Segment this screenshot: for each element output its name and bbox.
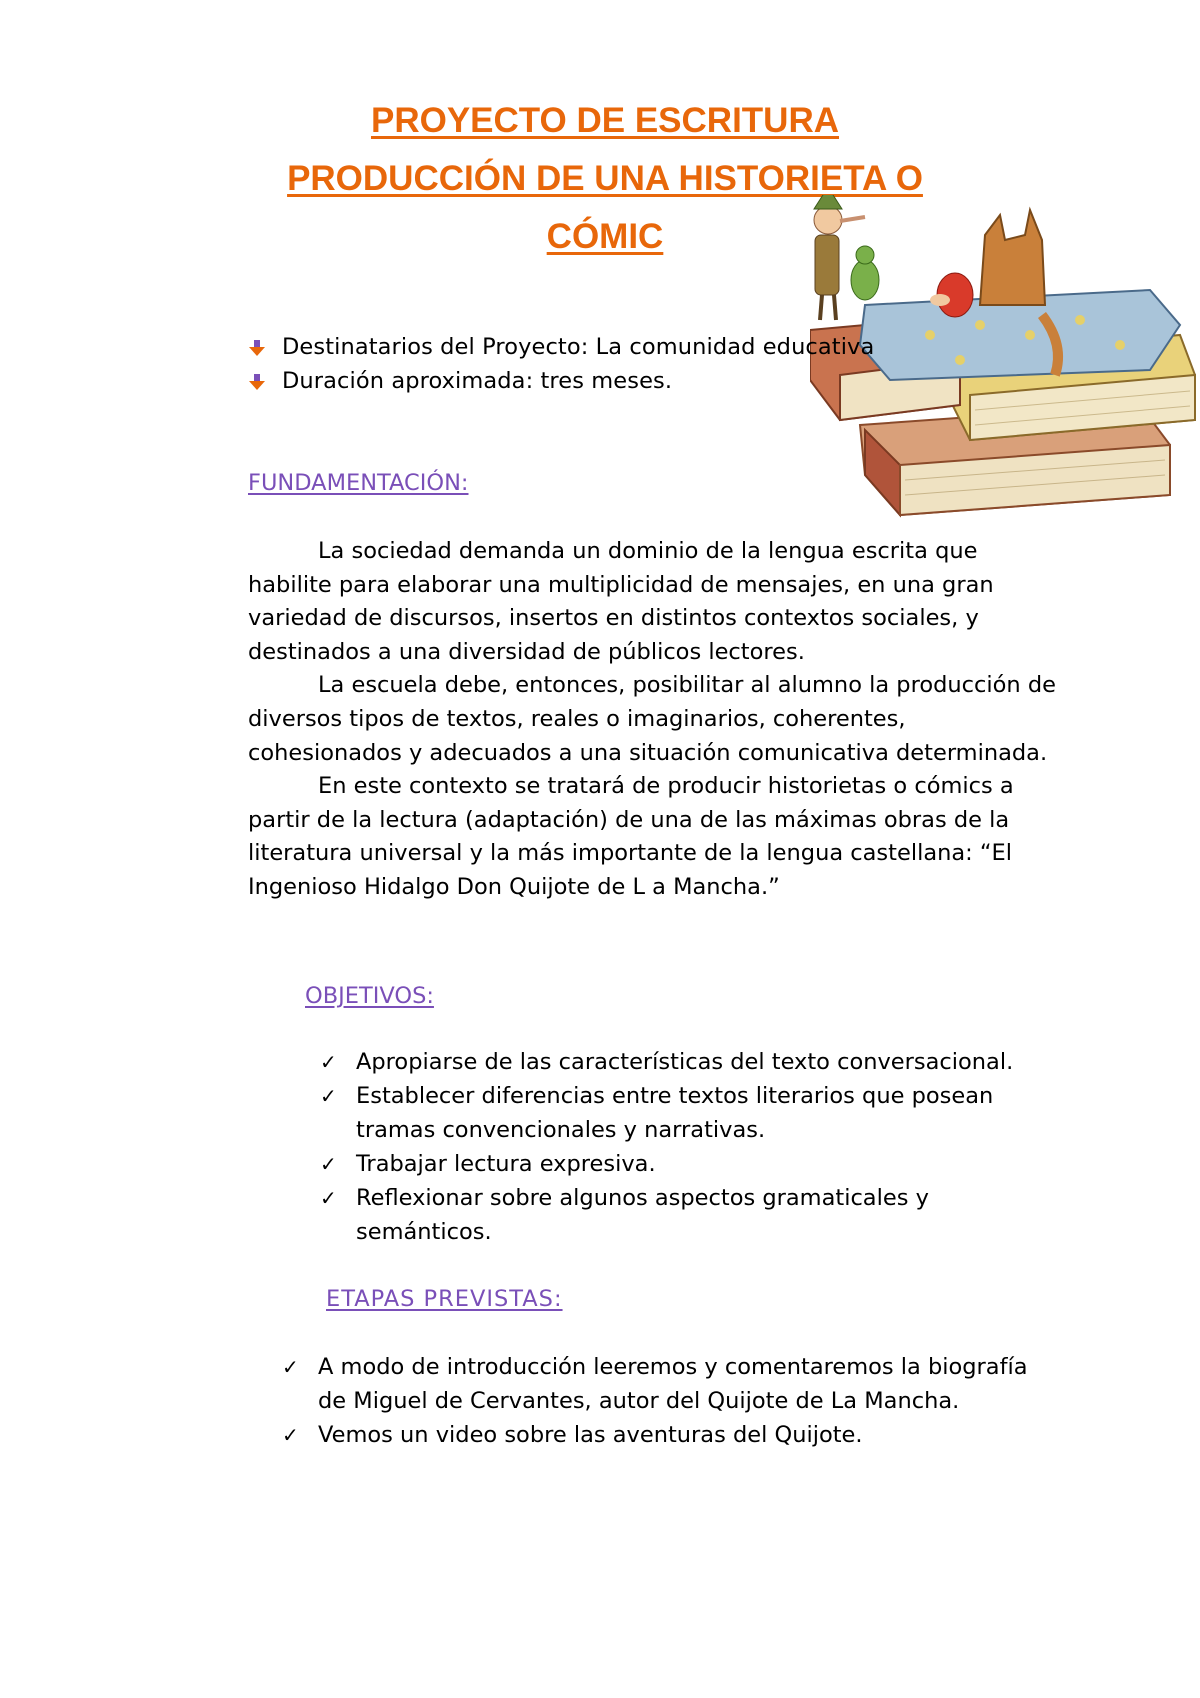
stage-text: Vemos un video sobre las aventuras del Quijote.: [318, 1422, 863, 1448]
list-item: [320, 1181, 1060, 1249]
fundamentacion-body: [248, 535, 1058, 905]
objective-text: Apropiarse de las características del texto conversacional.: [356, 1049, 1014, 1075]
objective-text: Trabajar lectura expresiva.: [356, 1151, 656, 1177]
list-item: [320, 1079, 1060, 1147]
objetivos-list: [320, 1045, 1060, 1249]
stage-text: A modo de introducción leeremos y comentaremos la biografía de Miguel de Cervantes, autor del Quijote de La Mancha.: [318, 1354, 1028, 1414]
title-line-1: PROYECTO DE ESCRITURA: [370, 101, 840, 140]
list-item: [320, 1045, 1060, 1079]
list-item: [320, 1147, 1060, 1181]
checkmark-icon: ✓: [320, 1152, 337, 1176]
list-item: [248, 364, 874, 398]
checkmark-icon: ✓: [320, 1050, 337, 1074]
paragraph: En este contexto se tratará de producir historietas o cómics a partir de la lectura (adaptación) de una de las máximas obras de la literatura universal y la más importante de la lengua castellana: “El Ingenioso Hidalgo Don Quijote de L a Mancha.”: [248, 773, 1014, 900]
objetivos-heading: OBJETIVOS:: [305, 983, 434, 1009]
objective-text: Establecer diferencias entre textos literarios que posean tramas convencionales y narrativas.: [356, 1083, 994, 1143]
checkmark-icon: ✓: [282, 1423, 299, 1447]
list-item: [282, 1418, 1052, 1452]
paragraph: La sociedad demanda un dominio de la lengua escrita que habilite para elaborar una multiplicidad de mensajes, en una gran variedad de discursos, insertos en distintos contextos sociales, y destinados a una diversidad de públicos lectores.: [248, 538, 994, 665]
title-line-2: PRODUCCIÓN DE UNA HISTORIETA O: [287, 159, 923, 198]
bullet-text: Destinatarios del Proyecto: La comunidad educativa: [282, 334, 875, 360]
objective-text: Reflexionar sobre algunos aspectos gramaticales y semánticos.: [356, 1185, 929, 1245]
fundamentacion-heading: FUNDAMENTACIÓN:: [248, 470, 469, 496]
checkmark-icon: ✓: [320, 1186, 337, 1210]
title-line-3: CÓMIC: [546, 217, 664, 256]
project-info-list: [248, 330, 874, 398]
checkmark-icon: ✓: [320, 1084, 337, 1108]
arrow-down-icon: [248, 373, 266, 391]
arrow-down-icon: [248, 339, 266, 357]
checkmark-icon: ✓: [282, 1355, 299, 1379]
bullet-text: Duración aproximada: tres meses.: [282, 368, 673, 394]
etapas-heading: ETAPAS PREVISTAS:: [326, 1286, 563, 1312]
etapas-list: [282, 1350, 1052, 1452]
list-item: [282, 1350, 1052, 1418]
list-item: [248, 330, 874, 364]
paragraph: La escuela debe, entonces, posibilitar al alumno la producción de diversos tipos de textos, reales o imaginarios, coherentes, cohesionados y adecuados a una situación comunicativa determinada.: [248, 672, 1056, 766]
